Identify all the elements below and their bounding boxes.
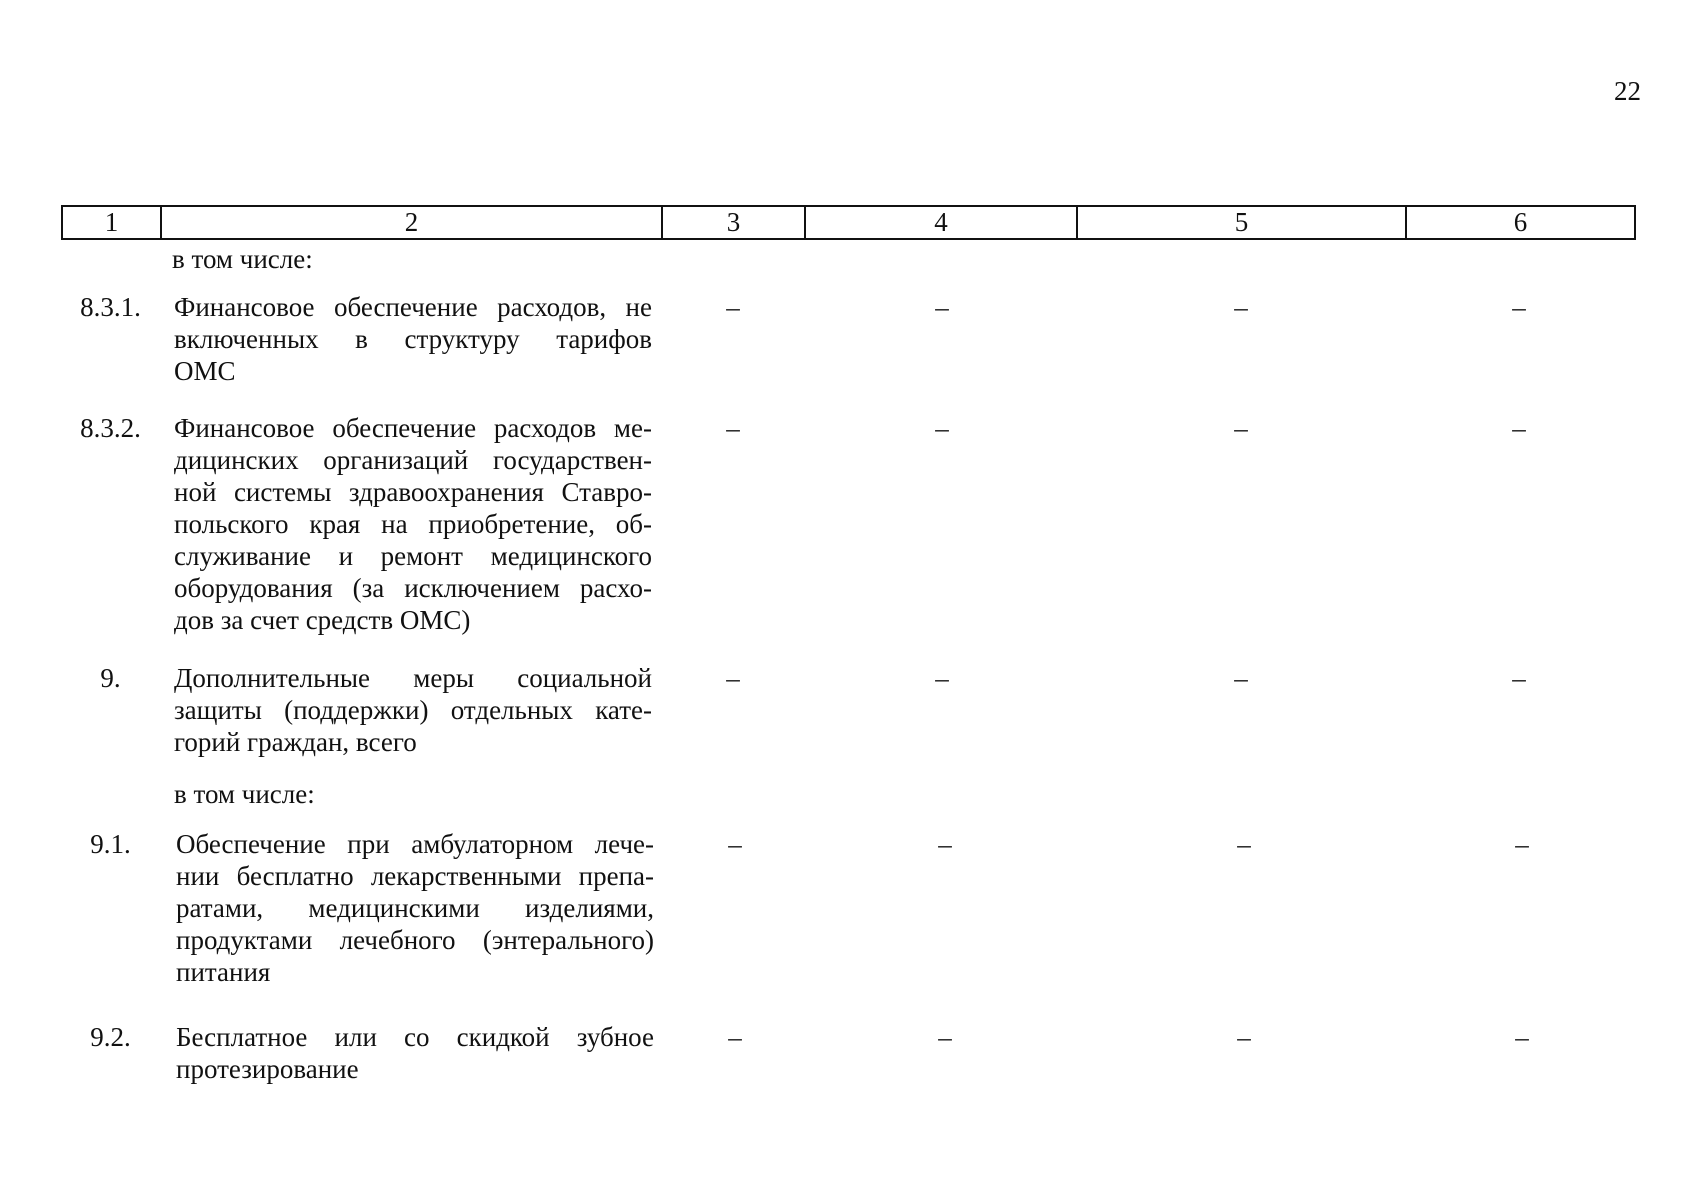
cell-col-5: – [1234,292,1248,322]
row-description-line: горий граждан, всего [174,727,417,757]
cell-col-3: – [726,413,740,443]
row-description-line: Дополнительные меры социальной [174,663,652,693]
row-description-line: Обеспечение при амбулаторном лече- [176,829,654,859]
row-number: 8.3.2. [80,413,141,443]
row-description [176,1021,654,1085]
row-description-line: Финансовое обеспечение расходов ме- [174,413,652,443]
cell-col-6: – [1512,413,1526,443]
header-col-6: 6 [1406,206,1635,239]
header-col-2: 2 [161,206,662,239]
row-description-line: польского края на приобретение, об- [174,509,652,539]
row-description-line: дов за счет средств ОМС) [174,605,471,635]
row-description-line: включенных в структуру тарифов [174,324,652,354]
row-description-line: продуктами лечебного (энтерального) [176,925,654,955]
cell-col-6: – [1512,292,1526,322]
cell-col-5: – [1237,1022,1251,1052]
cell-col-4: – [938,1022,952,1052]
row-description-line: дицинских организаций государствен- [174,445,652,475]
column-header-row [61,205,1636,240]
cell-col-4: – [935,292,949,322]
row-number: 9. [100,663,121,693]
row-description-line: защиты (поддержки) отдельных кате- [174,695,652,725]
row-description [174,412,652,636]
row-number: 8.3.1. [80,292,141,322]
cell-col-5: – [1237,829,1251,859]
header-col-4: 4 [805,206,1077,239]
row-description-line: Финансовое обеспечение расходов, не [174,292,652,322]
row-number: 9.2. [90,1022,131,1052]
row-description-line: нии бесплатно лекарственными препа- [176,861,654,891]
cell-col-6: – [1515,1022,1529,1052]
cell-col-5: – [1234,663,1248,693]
row-description [174,662,652,758]
row-description-line: служивание и ремонт медицинского [174,541,652,571]
row-description-line: Бесплатное или со скидкой зубное [176,1022,654,1052]
row-description-line: ратами, медицинскими изделиями, [176,893,654,923]
header-col-1: 1 [62,206,161,239]
page-number: 22 [1614,76,1641,106]
row-description-line: ной системы здравоохранения Ставро- [174,477,652,507]
row-description-line: протезирование [176,1054,359,1084]
header-col-5: 5 [1077,206,1406,239]
row-description-line: оборудования (за исключением расхо- [174,573,652,603]
row-description-line: ОМС [174,356,236,386]
cell-col-3: – [728,829,742,859]
row-number: 9.1. [90,829,131,859]
cell-col-4: – [935,413,949,443]
row-description [176,828,654,988]
cell-col-3: – [726,292,740,322]
cell-col-3: – [726,663,740,693]
sub-label-including: в том числе: [174,779,315,809]
cell-col-5: – [1234,413,1248,443]
cell-col-4: – [938,829,952,859]
cell-col-3: – [728,1022,742,1052]
cell-col-6: – [1512,663,1526,693]
cell-col-4: – [935,663,949,693]
sub-label-including: в том числе: [172,244,313,274]
row-description [174,291,652,387]
row-description-line: питания [176,957,271,987]
header-col-3: 3 [662,206,805,239]
cell-col-6: – [1515,829,1529,859]
